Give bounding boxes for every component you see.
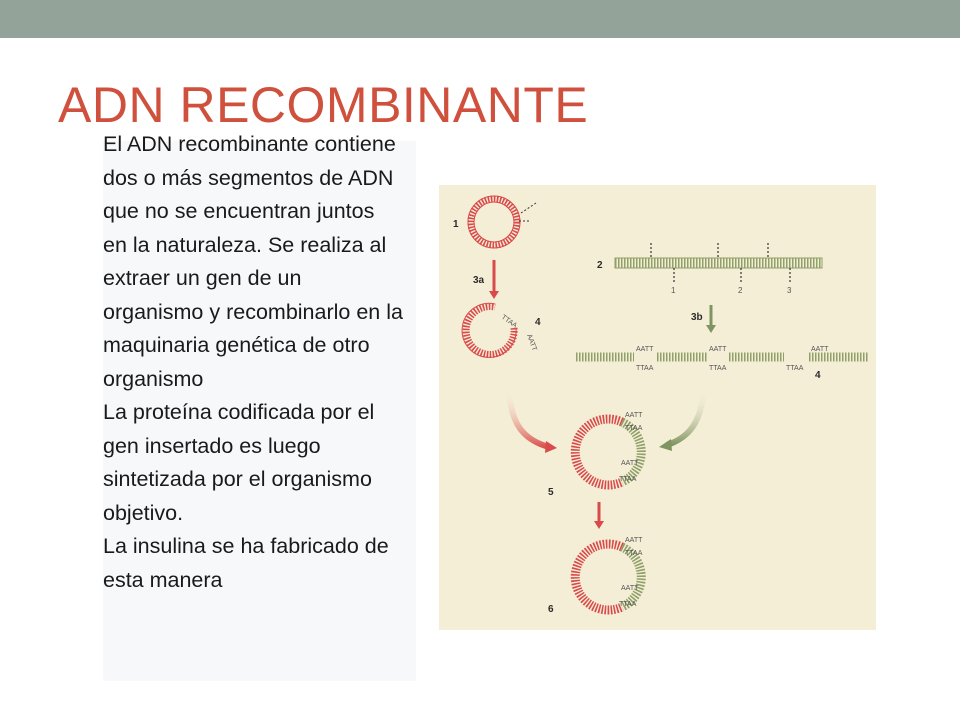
donor-dna — [615, 243, 822, 283]
step-5-end-4: TTAA — [619, 476, 637, 483]
plasmid-step-1 — [468, 196, 536, 248]
arrow-to-step-6-head — [594, 521, 604, 529]
fragment-end-2-bottom: TTAA — [709, 365, 727, 372]
step-label-2: 2 — [597, 260, 603, 271]
step-label-4-right: 4 — [815, 370, 821, 381]
fragment-end-3-bottom: TTAA — [786, 365, 804, 372]
step-6-end-1: AATT — [625, 537, 643, 544]
arrow-green-curve-head — [659, 439, 672, 451]
step-5-end-3: AATT — [621, 460, 639, 467]
fragment-end-2-top: AATT — [709, 346, 727, 353]
step-5-end-2: TTAA — [625, 425, 643, 432]
step-label-3a: 3a — [473, 275, 485, 286]
cut-site-3: 3 — [787, 286, 792, 295]
step-5-end-1: AATT — [625, 412, 643, 419]
arrow-green-curve — [667, 390, 704, 445]
paragraph-protein: La proteína codificada por el gen insertado es luego sintetizada por el organismo objetivo. — [103, 400, 375, 525]
diagram-svg — [439, 185, 876, 630]
step-6-end-3: AATT — [621, 585, 639, 592]
fragment-end-1-top: AATT — [636, 346, 654, 353]
body-text — [103, 128, 403, 597]
cut-end-bottom-a: AATT — [525, 333, 538, 353]
step-label-5: 5 — [548, 487, 554, 498]
step-6-end-2: TTAA — [625, 550, 643, 557]
fragment-end-1-bottom: TTAA — [636, 365, 654, 372]
cut-plasmid — [462, 303, 538, 357]
paragraph-definition: El ADN recombinante contiene dos o más segmentos de ADN que no se encuentran juntos en la naturaleza. Se realiza al extraer un gen de un organismo y recombinarlo en la maquinaria genética de otro organismo — [103, 132, 403, 391]
arrow-red-curve-head — [545, 441, 557, 453]
step-label-3b: 3b — [691, 312, 703, 323]
step-6-end-4: TTAA — [619, 601, 637, 608]
step-label-1: 1 — [453, 219, 459, 230]
paragraph-insulin: La insulina se ha fabricado de esta manera — [103, 534, 389, 592]
top-bar — [0, 0, 960, 38]
arrow-red-curve — [509, 390, 549, 447]
recombinant-dna-diagram — [439, 185, 876, 630]
cut-site-1: 1 — [671, 286, 676, 295]
fragment-end-3-top: AATT — [811, 346, 829, 353]
arrow-3b-head — [706, 325, 716, 333]
step-label-4-left: 4 — [535, 317, 541, 328]
cut-end-top-a: TTAA — [499, 313, 519, 330]
cut-site-2: 2 — [738, 286, 743, 295]
slide-title: ADN RECOMBINANTE — [58, 77, 589, 133]
step-label-6: 6 — [548, 604, 554, 615]
arrow-3a-head — [489, 291, 499, 299]
